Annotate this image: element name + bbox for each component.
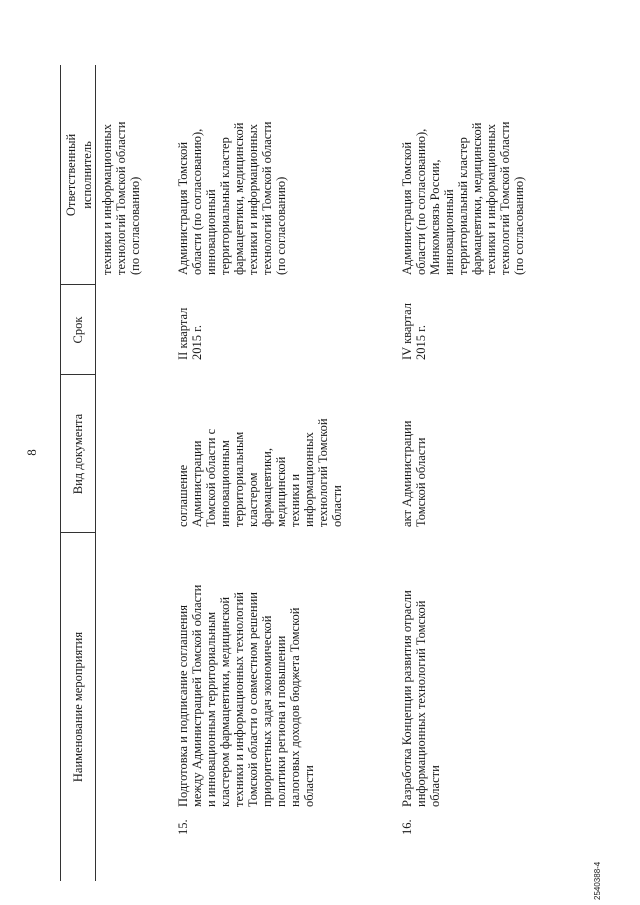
header-name: Наименование мероприятия (71, 631, 85, 783)
document-code: 2540388-4 (593, 861, 602, 900)
row-doc-type: соглашение Администрации Томской области с инновационным территориальным кластером фармацевтики, медицинской техники и информационных технологий Томской области (176, 418, 344, 527)
row-number: 16. (400, 819, 414, 835)
table-top-border (60, 65, 61, 881)
header-doc-type: Вид документа (71, 413, 85, 495)
header-responsible: Ответственный исполнитель (64, 133, 94, 217)
row-responsible: Администрация Томской области (по согласованию), инновационный территориальный кластер фармацевтики, медицинской техники и информационных технологий Томской области (по согласованию) (176, 121, 288, 275)
row-doc-type: акт Администрации Томской области (400, 420, 428, 527)
row-name: Подготовка и подписание соглашения между Администрацией Томской области и инновационным территориальным кластером фармацевтики, медицинской техники и информационных технологий Томской области о совместном решении приоритетных задач экономической политики региона и повышении налоговых доходов бюджета Томской области (176, 584, 316, 807)
continuation-responsible: техники и информационных технологий Томской области (по согласованию) (100, 121, 142, 275)
header-bottom-border (95, 65, 96, 881)
row-number: 15. (176, 819, 190, 835)
page-number: 8 (24, 449, 39, 456)
row-term: II квартал 2015 г. (176, 307, 204, 360)
header-term: Срок (71, 316, 85, 344)
row-name: Разработка Концепции развития отрасли информационных технологий Томской области (400, 590, 442, 807)
row-term: IV квартал 2015 г. (400, 302, 428, 360)
row-responsible: Администрация Томской области (по согласованию), Минкомсвязь России, инновационный территориальный кластер фармацевтики, медицинской техники и информационных технологий Томской области (по согласованию) (400, 121, 526, 275)
